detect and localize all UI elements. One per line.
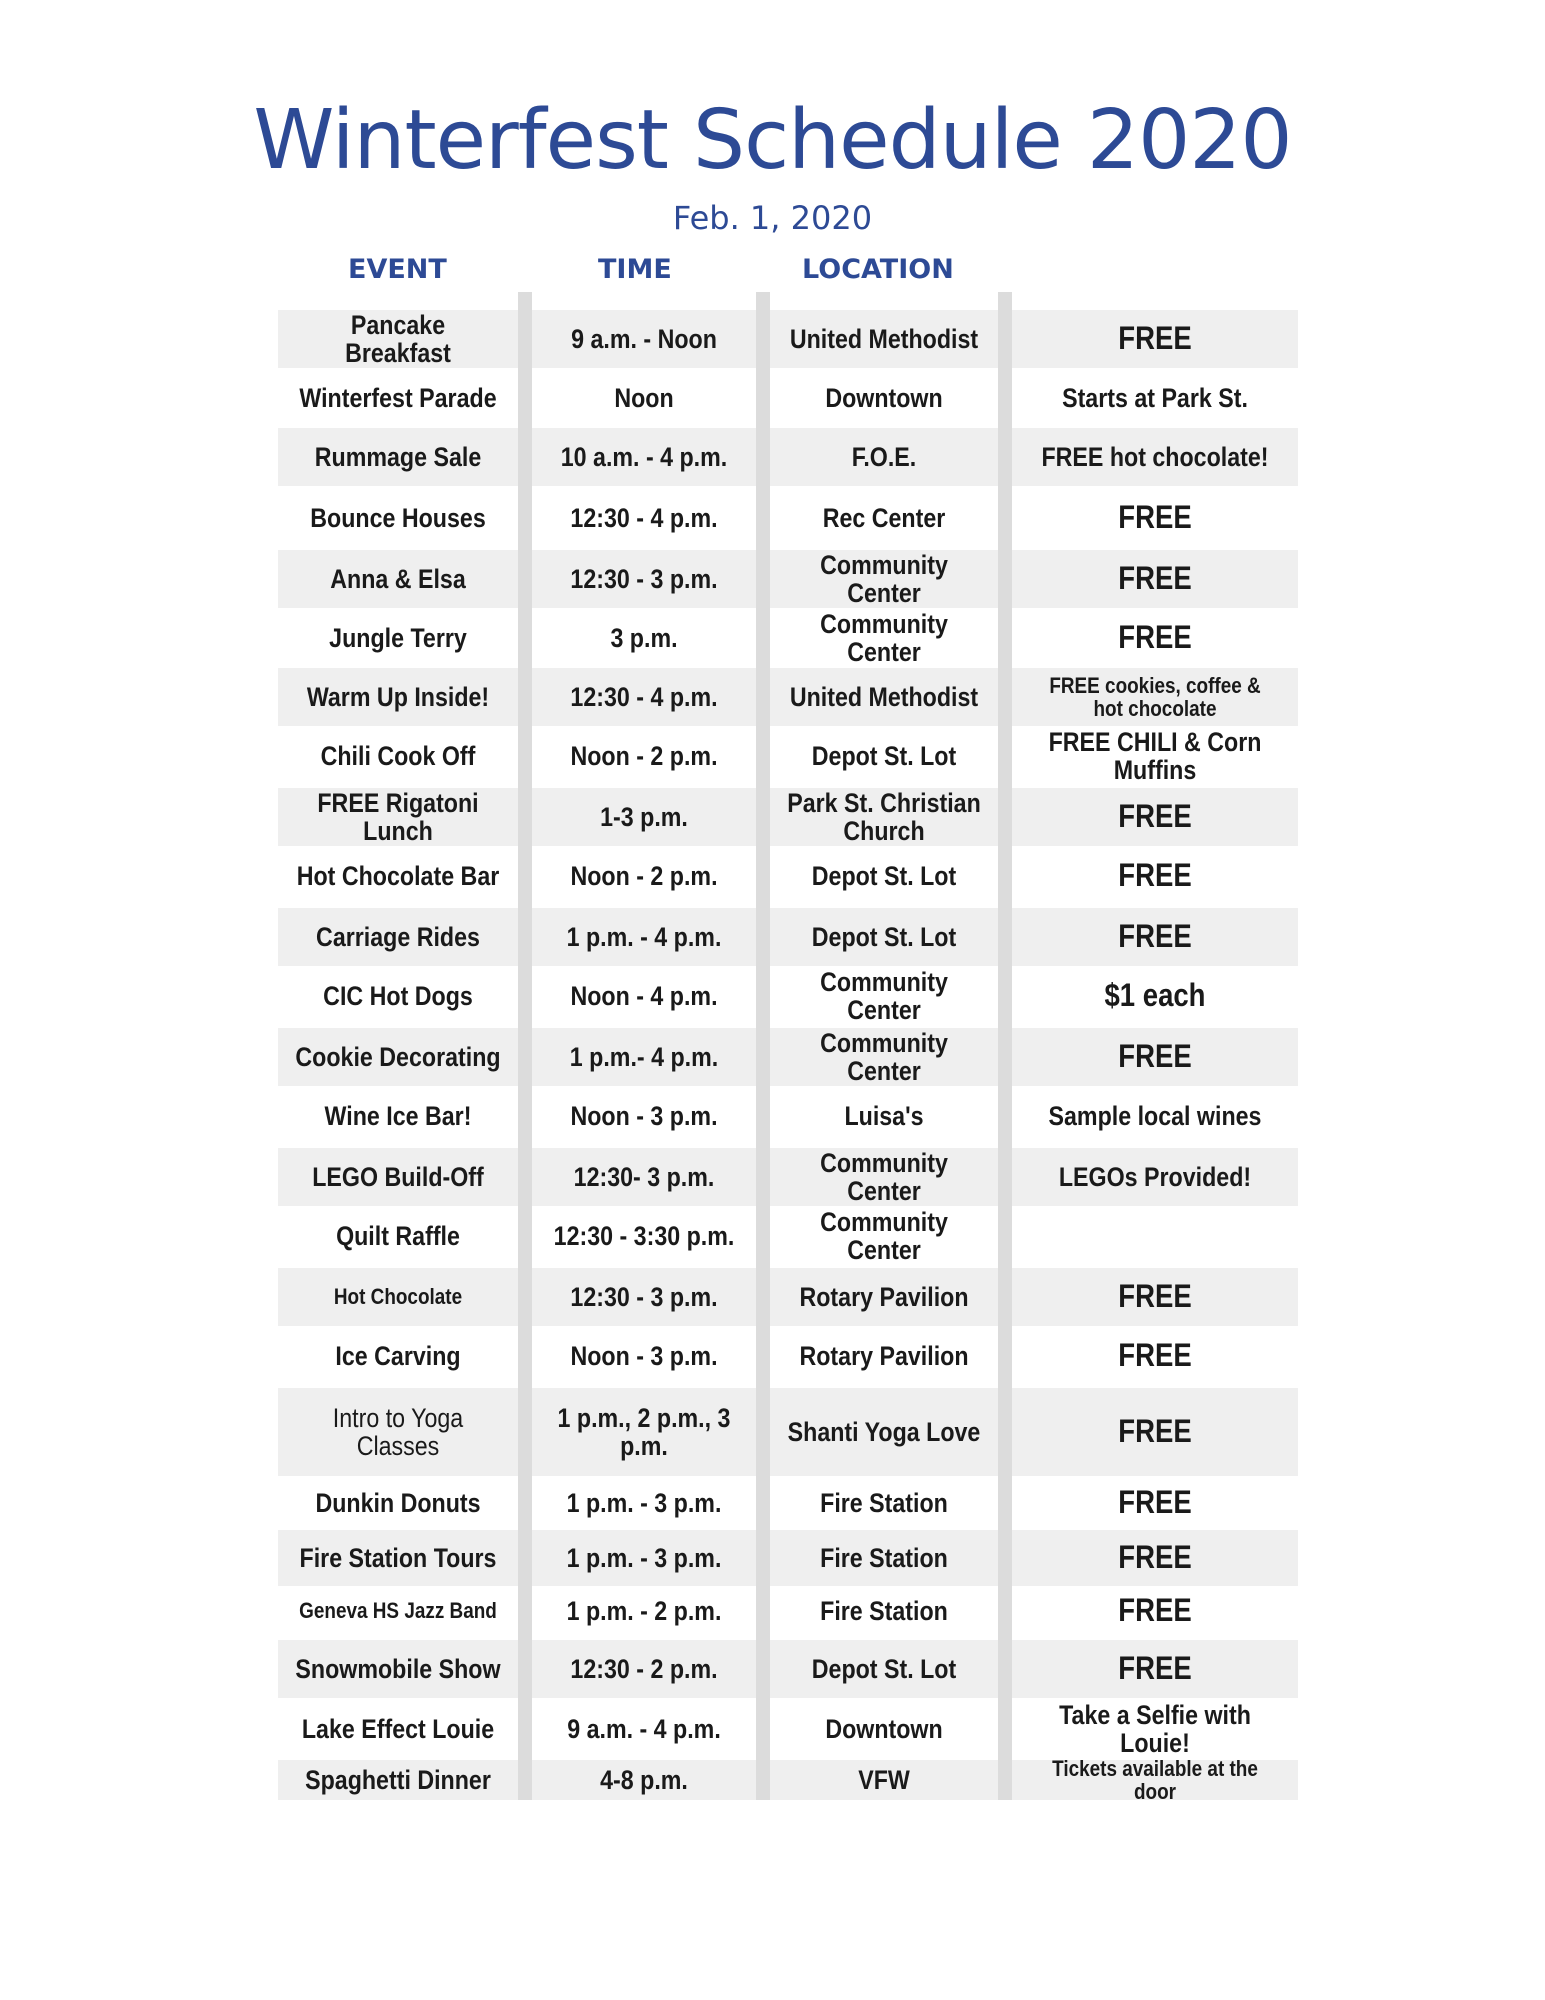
cell-location: VFW bbox=[858, 1764, 910, 1795]
table-row bbox=[278, 1148, 1298, 1206]
cell-note: FREE bbox=[1118, 560, 1192, 597]
cell-note: FREE bbox=[1118, 320, 1192, 357]
cell-event: Ice Carving bbox=[335, 1340, 461, 1371]
table-row bbox=[278, 1088, 1298, 1144]
cell-time: Noon - 3 p.m. bbox=[570, 1340, 718, 1371]
cell-note: LEGOs Provided! bbox=[1058, 1161, 1252, 1192]
cell-location: United Methodist bbox=[789, 681, 979, 712]
cell-note: FREE bbox=[1118, 1038, 1192, 1075]
table-row bbox=[278, 1640, 1298, 1698]
cell-time: 12:30 - 3 p.m. bbox=[570, 1281, 718, 1312]
cell-time: 12:30- 3 p.m. bbox=[573, 1161, 715, 1192]
cell-location: Depot St. Lot bbox=[811, 740, 957, 771]
schedule-table bbox=[278, 292, 1298, 1804]
cell-note: FREE bbox=[1118, 1337, 1192, 1374]
table-row bbox=[278, 1478, 1298, 1528]
cell-event: Warm Up Inside! bbox=[306, 681, 490, 712]
cell-time: Noon - 2 p.m. bbox=[570, 860, 718, 891]
cell-event: Carriage Rides bbox=[316, 921, 480, 952]
cell-event: FREE Rigatoni Lunch bbox=[317, 787, 479, 846]
page-title: Winterfest Schedule 2020 bbox=[253, 93, 1292, 188]
cell-time: 4-8 p.m. bbox=[600, 1764, 688, 1795]
cell-note: Take a Selfie with Louie! bbox=[1059, 1699, 1251, 1758]
table-row bbox=[278, 1755, 1298, 1804]
cell-note: FREE bbox=[1118, 857, 1192, 894]
cell-note: FREE hot chocolate! bbox=[1041, 441, 1269, 472]
cell-note: FREE bbox=[1118, 1592, 1192, 1629]
cell-location: Community Center bbox=[820, 608, 948, 667]
cell-event: Pancake Breakfast bbox=[345, 309, 451, 368]
column-header-time: TIME bbox=[598, 254, 672, 285]
cell-location: Downtown bbox=[825, 1713, 943, 1744]
table-row bbox=[278, 728, 1298, 784]
cell-event: Chili Cook Off bbox=[320, 740, 476, 771]
cell-event: Spaghetti Dinner bbox=[305, 1764, 491, 1795]
cell-event: CIC Hot Dogs bbox=[323, 980, 473, 1011]
cell-time: 12:30 - 3 p.m. bbox=[570, 563, 718, 594]
table-row bbox=[278, 1388, 1298, 1476]
cell-event: Fire Station Tours bbox=[299, 1542, 497, 1573]
cell-time: 3 p.m. bbox=[610, 622, 678, 653]
cell-event: Snowmobile Show bbox=[295, 1653, 501, 1684]
table-row bbox=[278, 490, 1298, 546]
cell-time: 12:30 - 3:30 p.m. bbox=[553, 1220, 735, 1251]
cell-note: FREE bbox=[1118, 1650, 1192, 1687]
cell-event: Bounce Houses bbox=[310, 502, 486, 533]
cell-note: FREE bbox=[1118, 499, 1192, 536]
table-row bbox=[278, 1028, 1298, 1086]
cell-location: Fire Station bbox=[820, 1595, 948, 1626]
cell-note: FREE bbox=[1118, 918, 1192, 955]
cell-event: LEGO Build-Off bbox=[312, 1161, 484, 1192]
cell-event: Dunkin Donuts bbox=[315, 1487, 481, 1518]
cell-event: Intro to Yoga Classes bbox=[332, 1402, 464, 1461]
cell-event: Rummage Sale bbox=[314, 441, 482, 472]
cell-note: FREE CHILI & Corn Muffins bbox=[1048, 726, 1262, 785]
cell-location: Rotary Pavilion bbox=[799, 1340, 969, 1371]
table-row bbox=[278, 968, 1298, 1024]
cell-location: Rec Center bbox=[822, 502, 946, 533]
cell-time: 9 a.m. - Noon bbox=[571, 323, 717, 354]
table-row bbox=[278, 908, 1298, 966]
cell-time: 1 p.m., 2 p.m., 3 p.m. bbox=[557, 1402, 731, 1461]
table-row bbox=[278, 788, 1298, 846]
table-row bbox=[278, 1584, 1298, 1638]
table-row bbox=[278, 848, 1298, 904]
cell-location: Community Center bbox=[820, 1027, 948, 1086]
cell-location: Community Center bbox=[820, 1206, 948, 1265]
cell-note: FREE bbox=[1118, 1539, 1192, 1576]
cell-time: 1-3 p.m. bbox=[600, 801, 688, 832]
cell-note: FREE bbox=[1118, 798, 1192, 835]
cell-time: Noon - 3 p.m. bbox=[570, 1100, 718, 1131]
table-row bbox=[278, 550, 1298, 608]
table-row bbox=[278, 610, 1298, 666]
event-date: Feb. 1, 2020 bbox=[672, 199, 873, 237]
cell-event: Wine Ice Bar! bbox=[324, 1100, 472, 1131]
cell-time: 1 p.m. - 3 p.m. bbox=[566, 1542, 722, 1573]
cell-time: 1 p.m. - 4 p.m. bbox=[566, 921, 722, 952]
cell-event: Cookie Decorating bbox=[295, 1041, 501, 1072]
table-row bbox=[278, 1208, 1298, 1264]
cell-location: Community Center bbox=[820, 966, 948, 1025]
cell-note: FREE cookies, coffee & hot chocolate bbox=[1049, 672, 1261, 721]
table-row bbox=[278, 1530, 1298, 1586]
cell-time: 12:30 - 4 p.m. bbox=[570, 681, 718, 712]
cell-note: Sample local wines bbox=[1048, 1100, 1262, 1131]
cell-location: Luisa's bbox=[844, 1100, 924, 1131]
cell-note: Tickets available at the door bbox=[1052, 1755, 1258, 1804]
cell-location: Community Center bbox=[820, 549, 948, 608]
cell-note: $1 each bbox=[1104, 977, 1206, 1014]
cell-event: Quilt Raffle bbox=[336, 1220, 460, 1251]
cell-location: Shanti Yoga Love bbox=[787, 1416, 981, 1447]
cell-location: Fire Station bbox=[820, 1542, 948, 1573]
cell-event: Jungle Terry bbox=[329, 622, 467, 653]
table-row bbox=[278, 1700, 1298, 1758]
cell-location: Depot St. Lot bbox=[811, 860, 957, 891]
cell-location: Fire Station bbox=[820, 1487, 948, 1518]
cell-time: 9 a.m. - 4 p.m. bbox=[567, 1713, 721, 1744]
cell-location: Rotary Pavilion bbox=[799, 1281, 969, 1312]
table-row bbox=[278, 1268, 1298, 1326]
column-header-event: EVENT bbox=[348, 254, 447, 285]
table-row bbox=[278, 1328, 1298, 1384]
cell-note bbox=[1032, 1208, 1278, 1264]
cell-location: Community Center bbox=[820, 1147, 948, 1206]
table-row bbox=[278, 428, 1298, 486]
cell-event: Hot Chocolate Bar bbox=[296, 860, 500, 891]
table-row bbox=[278, 310, 1298, 368]
cell-time: Noon bbox=[614, 382, 674, 413]
cell-note: Starts at Park St. bbox=[1062, 382, 1248, 413]
column-header-location: LOCATION bbox=[802, 254, 954, 285]
cell-note: FREE bbox=[1118, 619, 1192, 656]
cell-time: 12:30 - 2 p.m. bbox=[570, 1653, 718, 1684]
table-row bbox=[278, 370, 1298, 426]
cell-event: Winterfest Parade bbox=[299, 382, 497, 413]
cell-event: Anna & Elsa bbox=[330, 563, 466, 594]
cell-event: Lake Effect Louie bbox=[301, 1713, 495, 1744]
cell-location: Depot St. Lot bbox=[811, 921, 957, 952]
cell-time: Noon - 4 p.m. bbox=[570, 980, 718, 1011]
cell-location: Park St. Christian Church bbox=[787, 787, 981, 846]
cell-note: FREE bbox=[1118, 1413, 1192, 1450]
cell-time: Noon - 2 p.m. bbox=[570, 740, 718, 771]
cell-location: Depot St. Lot bbox=[811, 1653, 957, 1684]
cell-time: 10 a.m. - 4 p.m. bbox=[560, 441, 728, 472]
cell-time: 12:30 - 4 p.m. bbox=[570, 502, 718, 533]
cell-time: 1 p.m. - 2 p.m. bbox=[566, 1595, 722, 1626]
cell-note: FREE bbox=[1118, 1484, 1192, 1521]
cell-time: 1 p.m. - 3 p.m. bbox=[566, 1487, 722, 1518]
cell-event: Geneva HS Jazz Band bbox=[299, 1598, 497, 1624]
cell-location: United Methodist bbox=[789, 323, 979, 354]
table-row bbox=[278, 668, 1298, 726]
cell-note: FREE bbox=[1118, 1278, 1192, 1315]
cell-event: Hot Chocolate bbox=[333, 1284, 463, 1310]
cell-time: 1 p.m.- 4 p.m. bbox=[569, 1041, 719, 1072]
cell-location: F.O.E. bbox=[851, 441, 917, 472]
cell-location: Downtown bbox=[825, 382, 943, 413]
